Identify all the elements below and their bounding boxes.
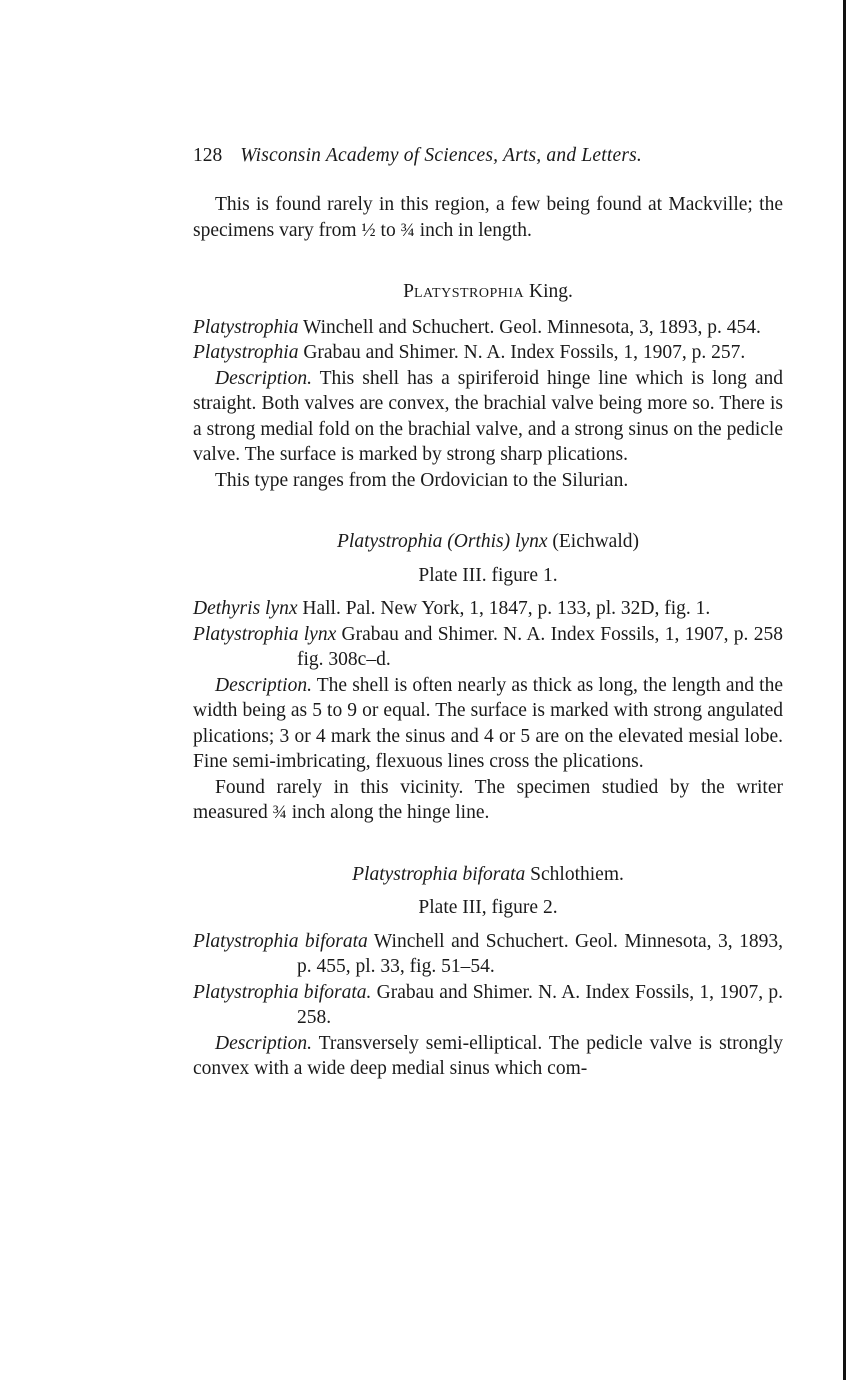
lynx-found-text-2: inch along the hinge line. — [286, 802, 490, 823]
biforata-reference-2 — [193, 980, 783, 1031]
biforata-description-text: Transversely semi-elliptical. The pedicle valve is strongly convex with a wide deep medial sinus which com- — [193, 1032, 783, 1079]
lynx-plate: Plate III. figure 1. — [418, 564, 558, 586]
intro-fraction-1: ½ — [361, 219, 376, 241]
genus-reference-2-taxon: Platystrophia — [193, 342, 299, 363]
biforata-reference-2-citation: Grabau and Shimer. N. A. Index Fossils, 1, 1907, p. 258. — [297, 981, 783, 1028]
genus-description-label: Description. — [215, 367, 312, 389]
page-content — [193, 144, 783, 1082]
genus-description-text: This shell has a spiriferoid hinge line which is long and straight. Both valves are convex, the brachial valve being more so. There is a strong medial fold on the brachial valve, and a strong sinus on the pedicle valve. The surface is marked by strong sharp plications. — [193, 367, 783, 465]
lynx-reference-2 — [193, 622, 783, 673]
intro-text-2: to — [375, 219, 401, 241]
lynx-title: Platystrophia (Orthis) lynx — [336, 531, 548, 552]
genus-title-rest: LATYSTROPHIA — [413, 286, 525, 301]
biforata-plate: Plate III, figure 2. — [418, 897, 558, 918]
genus-reference-2 — [193, 340, 783, 366]
biforata-reference-2-taxon: Platystrophia biforata. — [193, 981, 372, 1003]
biforata-title: Platystrophia biforata — [352, 863, 526, 885]
lynx-description-label: Description. — [215, 674, 312, 696]
biforata-reference-1-taxon: Platystrophia biforata — [193, 930, 368, 952]
lynx-found-fraction: ¾ — [272, 802, 287, 823]
genus-title-author: King. — [524, 281, 573, 302]
lynx-description-text: The shell is often nearly as thick as long, the length and the width being as 5 to 9 or equal. The surface is marked with strong angulated plications; 3 or 4 mark the sinus and 4 or 5 are on the elevated mesial lobe. Fine semi-imbricating, flexuous lines cross the plications. — [193, 674, 783, 772]
lynx-reference-1-taxon: Dethyris lynx — [193, 598, 298, 619]
genus-reference-2-citation: Grabau and Shimer. N. A. Index Fossils, 1, 1907, p. 257. — [298, 342, 746, 363]
running-header — [193, 144, 783, 168]
biforata-heading — [193, 862, 783, 888]
intro-paragraph — [193, 192, 783, 243]
biforata-reference-1-citation: Winchell and Schuchert. Geol. Minnesota, 3, 1893, p. 455, pl. 33, fig. 51–54. — [297, 930, 783, 977]
lynx-found-text-1: Found rarely in this vicinity. The specimen studied by the writer measured — [193, 776, 783, 823]
intro-text-3: inch in length. — [414, 219, 532, 241]
page-number: 128 — [193, 145, 223, 166]
genus-description — [193, 366, 783, 468]
biforata-author: Schlothiem. — [525, 863, 624, 885]
biforata-description — [193, 1031, 783, 1082]
biforata-reference-1 — [193, 929, 783, 980]
lynx-reference-2-taxon: Platystrophia lynx — [193, 623, 337, 645]
lynx-reference-2-citation: Grabau and Shimer. N. A. Index Fossils, 1, 1907, p. 258 fig. 308c–d. — [297, 623, 783, 670]
lynx-occurrence — [193, 775, 783, 826]
lynx-reference-1 — [193, 596, 783, 622]
genus-reference-1-taxon: Platystrophia — [193, 316, 299, 338]
genus-range: This type ranges from the Ordovician to the Silurian. — [215, 469, 629, 491]
biforata-description-label: Description. — [215, 1032, 312, 1054]
lynx-description — [193, 673, 783, 775]
lynx-heading — [193, 529, 783, 555]
genus-title-initial: P — [403, 281, 414, 302]
intro-fraction-2: ¾ — [400, 219, 415, 241]
lynx-reference-1-citation: Hall. Pal. New York, 1, 1847, p. 133, pl. 32D, fig. 1. — [297, 598, 711, 619]
journal-title: Wisconsin Academy of Sciences, Arts, and Letters. — [240, 145, 642, 166]
genus-heading — [193, 279, 783, 307]
genus-reference-1-citation: Winchell and Schuchert. Geol. Minnesota, 3, 1893, p. 454. — [298, 316, 761, 338]
intro-text-1: This is found rarely in this region, a few being found at Mackville; the specimens vary from — [193, 194, 783, 241]
lynx-author: (Eichwald) — [547, 531, 640, 552]
genus-reference-1 — [193, 315, 783, 341]
